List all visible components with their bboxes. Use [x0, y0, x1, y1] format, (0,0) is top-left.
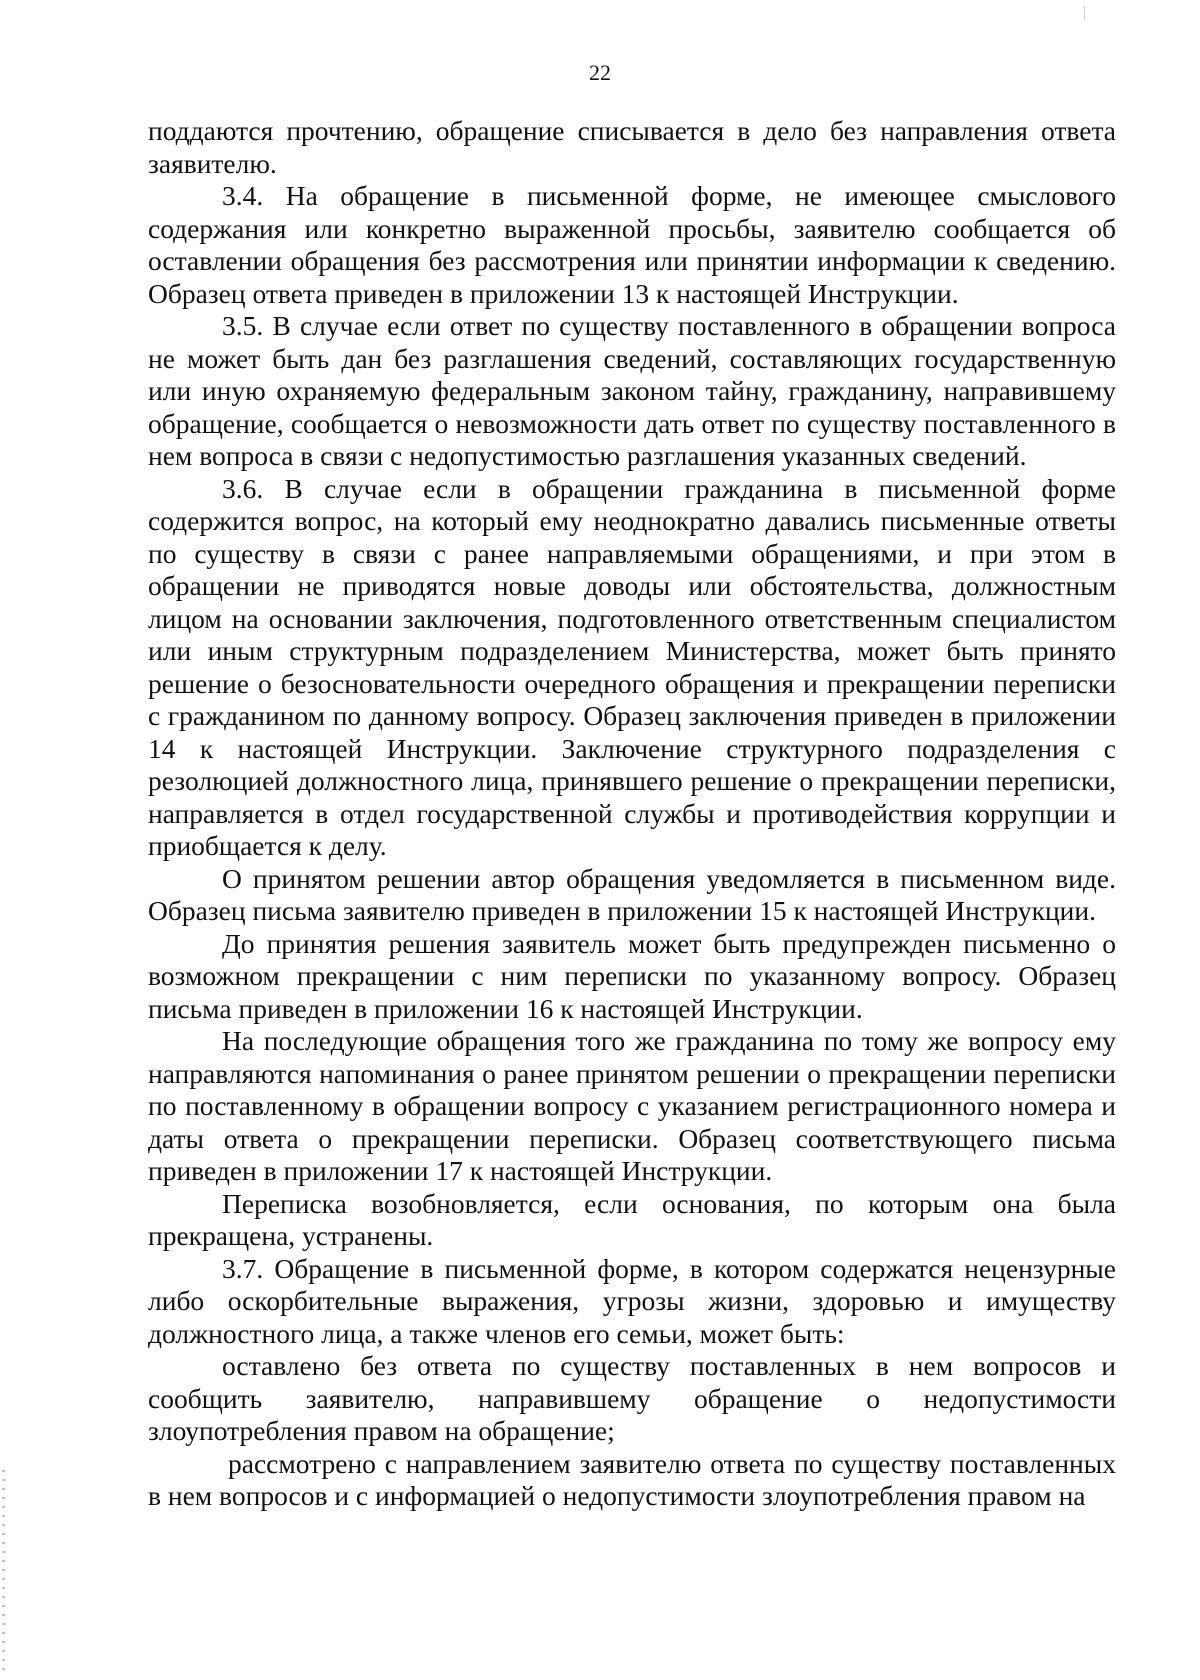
scan-artifact	[1084, 6, 1085, 20]
paragraph-reminders: На последующие обращения того же гражданина по тому же вопросу ему направляются напоминания о ранее принятом решении о прекращении переписки по поставленному в обращении вопросу с указанием регистрационного номера и даты ответа о прекращении переписки. Образец соответствующего письма приведен в приложении 17 к настоящей Инструкции.	[148, 1025, 1116, 1186]
paragraph-continuation: поддаются прочтению, обращение списывается в дело без направления ответа заявителю.	[148, 115, 1116, 179]
document-body	[148, 115, 1116, 1513]
paragraph-3-6: 3.6. В случае если в обращении гражданина в письменной форме содержится вопрос, на который ему неоднократно давались письменные ответы по существу в связи с ранее направляемыми обращениями, и при этом в обращении не приводятся новые доводы или обстоятельства, должностным лицом на основании заключения, подготовленного ответственным специалистом или иным структурным подразделением Министерства, может быть принято решение о безосновательности очередного обращения и прекращении переписки с гражданином по данному вопросу. Образец заключения приведен в приложении 14 к настоящей Инструкции. Заключение структурного подразделения с резолюцией должностного лица, принявшего решение о прекращении переписки, направляется в отдел государственной службы и противодействия коррупции и приобщается к делу.	[148, 472, 1116, 861]
paragraph-3-4: 3.4. На обращение в письменной форме, не имеющее смыслового содержания или конкретно выраженной просьбы, заявителю сообщается об оставлении обращения без рассмотрения или принятии информации к сведению. Образец ответа приведен в приложении 13 к настоящей Инструкции.	[148, 180, 1116, 309]
paragraph-notification: О принятом решении автор обращения уведомляется в письменном виде. Образец письма заявителю приведен в приложении 15 к настоящей Инструкции.	[148, 862, 1116, 926]
paragraph-3-7: 3.7. Обращение в письменной форме, в котором содержатся нецензурные либо оскорбительные выражения, угрозы жизни, здоровью и имуществу должностного лица, а также членов его семьи, может быть:	[148, 1252, 1116, 1349]
paragraph-option-2: рассмотрено с направлением заявителю ответа по существу поставленных в нем вопросов и с информацией о недопустимости злоупотребления правом на	[148, 1447, 1116, 1511]
paragraph-warning: До принятия решения заявитель может быть предупрежден письменно о возможном прекращении с ним переписки по указанному вопросу. Образец письма приведен в приложении 16 к настоящей Инструкции.	[148, 927, 1116, 1024]
page-number: 22	[589, 60, 611, 85]
scan-margin-artifact	[2, 1470, 5, 1670]
paragraph-option-1: оставлено без ответа по существу поставленных в нем вопросов и сообщить заявителю, направившему обращение о недопустимости злоупотребления правом на обращение;	[148, 1350, 1116, 1446]
paragraph-resume: Переписка возобновляется, если основания, по которым она была прекращена, устранены.	[148, 1187, 1116, 1251]
paragraph-3-5: 3.5. В случае если ответ по существу поставленного в обращении вопроса не может быть дан без разглашения сведений, составляющих государственную или иную охраняемую федеральным законом тайну, гражданину, направившему обращение, сообщается о невозможности дать ответ по существу поставленного в нем вопроса в связи с недопустимостью разглашения указанных сведений.	[148, 310, 1116, 471]
